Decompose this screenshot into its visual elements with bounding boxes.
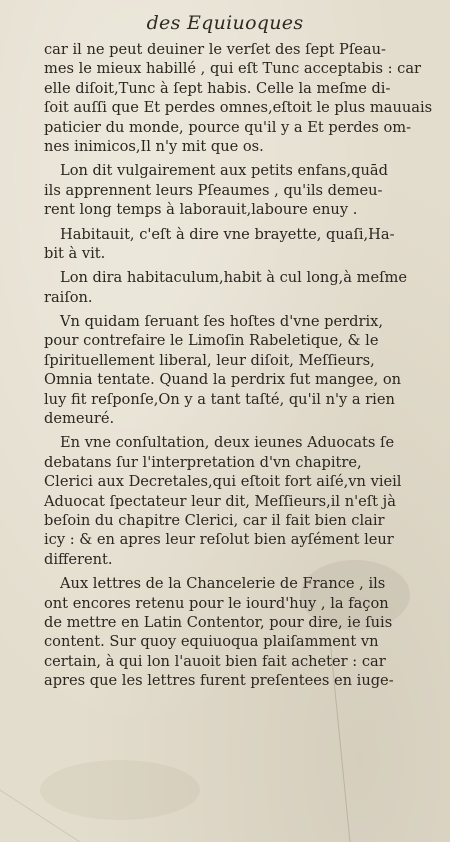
text-line: Aduocat ſpectateur leur dit, Meſſieurs,il n'eſt jà — [44, 492, 396, 510]
text-line: mes le mieux habillé , qui eſt Tunc acceptabis : car — [44, 60, 422, 78]
text-line: Vn quidam ſeruant ſes hoſtes d'vne perdrix, — [60, 313, 383, 331]
text-line: demeuré. — [44, 410, 115, 428]
text-line: bit à vit. — [44, 244, 106, 262]
text-line: ſpirituellement liberal, leur diſoit, Meſſieurs, — [44, 351, 375, 369]
text-line: Clerici aux Decretales,qui eſtoit fort aiſé,vn vieil — [44, 473, 402, 491]
text-line: debatans ſur l'interpretation d'vn chapitre, — [44, 453, 362, 471]
text-line: content. Sur quoy equiuoqua plaiſamment vn — [44, 633, 379, 651]
text-line: Lon dira habitaculum,habit à cul long,à meſme — [60, 269, 407, 287]
text-line: rent long temps à laborauit,laboure enuy . — [44, 201, 358, 219]
text-line: apres que les lettres furent preſentees en iuge- — [44, 672, 394, 690]
text-line: En vne conſultation, deux ieunes Aduocats ſe — [60, 434, 395, 452]
text-line: ont encores retenu pour le iourd'huy , la façon — [44, 594, 389, 612]
text-line: nes inimicos,Il n'y mit que os. — [44, 137, 264, 155]
text-line: pour contrefaire le Limoſin Rabeletique, & le — [44, 332, 379, 350]
running-title: des Equiuoques — [146, 12, 304, 34]
text-line: Habitauit, c'eſt à dire vne brayette, quaſi,Ha- — [60, 225, 395, 243]
body-text — [44, 40, 440, 691]
paper-stain — [40, 760, 200, 820]
text-line: different. — [44, 550, 113, 568]
text-line: Omnia tentate. Quand la perdrix fut mangee, on — [44, 371, 402, 389]
text-line: luy fit reſponſe,On y a tant taſté, qu'il n'y a rien — [44, 390, 395, 408]
text-line: de mettre en Latin Contentor, pour dire, ie ſuis — [44, 613, 393, 631]
text-line: elle diſoit,Tunc à ſept habis. Celle la meſme di- — [44, 79, 391, 97]
text-line: ils apprennent leurs Pſeaumes , qu'ils demeu- — [44, 181, 383, 199]
text-line: paticier du monde, pource qu'il y a Et perdes om- — [44, 118, 412, 136]
text-line: raiſon. — [44, 288, 93, 306]
text-line: certain, à qui lon l'auoit bien fait acheter : car — [44, 652, 386, 670]
text-line: car il ne peut deuiner le verſet des ſept Pſeau- — [44, 41, 386, 58]
text-line: ſoit auſſi que Et perdes omnes,eſtoit le plus mauuais — [44, 99, 433, 117]
text-line: icy : & en apres leur reſolut bien ayſément leur — [44, 531, 394, 549]
text-line: Lon dit vulgairement aux petits enfans,quād — [60, 162, 388, 180]
text-line: Aux lettres de la Chancelerie de France , ils — [60, 575, 386, 593]
text-line: beſoin du chapitre Clerici, car il fait bien clair — [44, 511, 385, 529]
